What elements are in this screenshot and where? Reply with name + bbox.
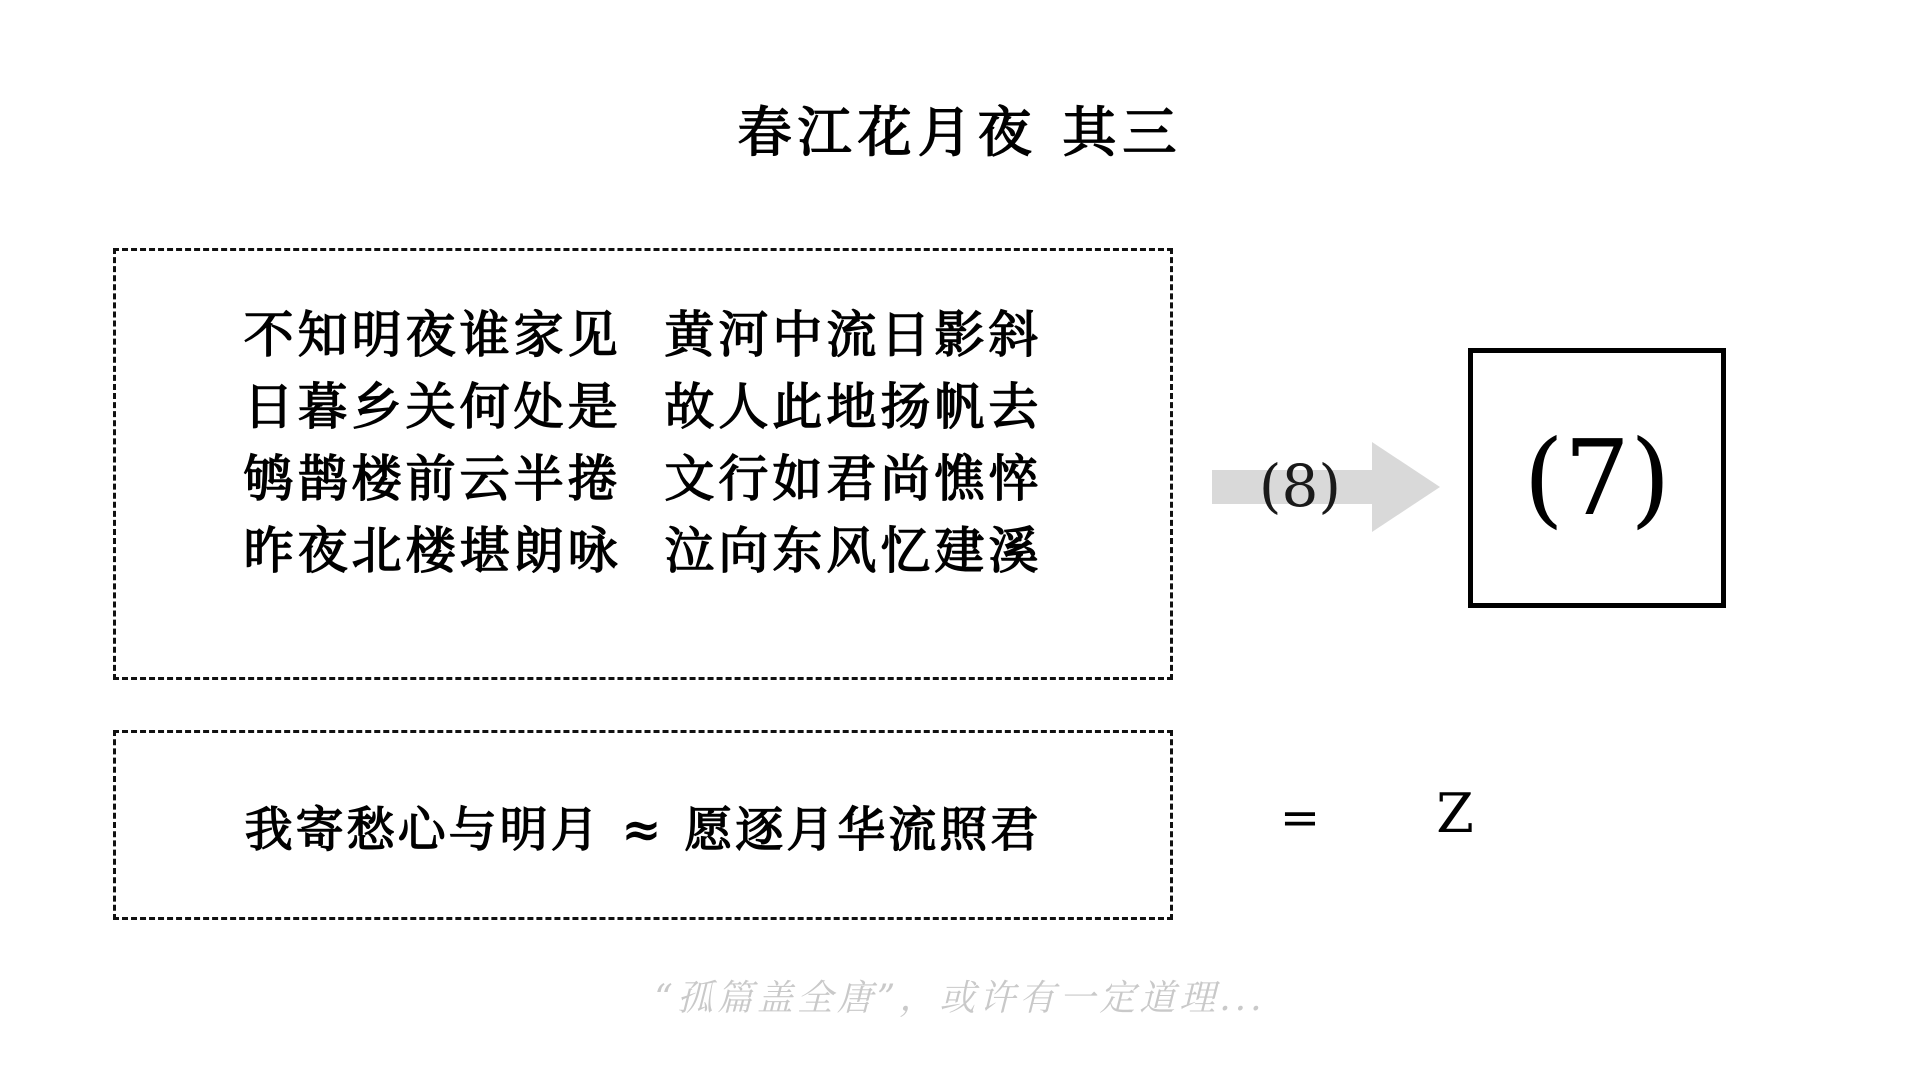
- poem-line: 鸲鹊楼前云半捲 文行如君尚憔悴: [243, 449, 1043, 508]
- poem-line: 昨夜北楼堪朗咏 泣向东风忆建溪: [243, 521, 1043, 580]
- similarity-expression: 我寄愁心与明月 ≈ 愿逐月华流照君: [244, 801, 1042, 858]
- footnote: “孤篇盖全唐”，或许有一定道理...: [654, 978, 1266, 1019]
- page-title: 春江花月夜 其三: [737, 100, 1183, 164]
- arrow-label: (8): [1258, 452, 1342, 520]
- similarity-box: [113, 730, 1173, 920]
- equals-sign: =: [1279, 790, 1321, 846]
- poem-line: 日暮乡关何处是 故人此地扬帆去: [243, 377, 1043, 436]
- result-box: [1468, 348, 1726, 608]
- z-variable: Z: [1436, 782, 1474, 845]
- poem-box: [113, 248, 1173, 680]
- transition-arrow: [1212, 442, 1442, 532]
- poem-line: 不知明夜谁家见 黄河中流日影斜: [243, 305, 1043, 364]
- poem-lines: [116, 299, 1170, 587]
- right-arrow-head-icon: [1372, 442, 1440, 532]
- result-label: (7): [1523, 417, 1671, 539]
